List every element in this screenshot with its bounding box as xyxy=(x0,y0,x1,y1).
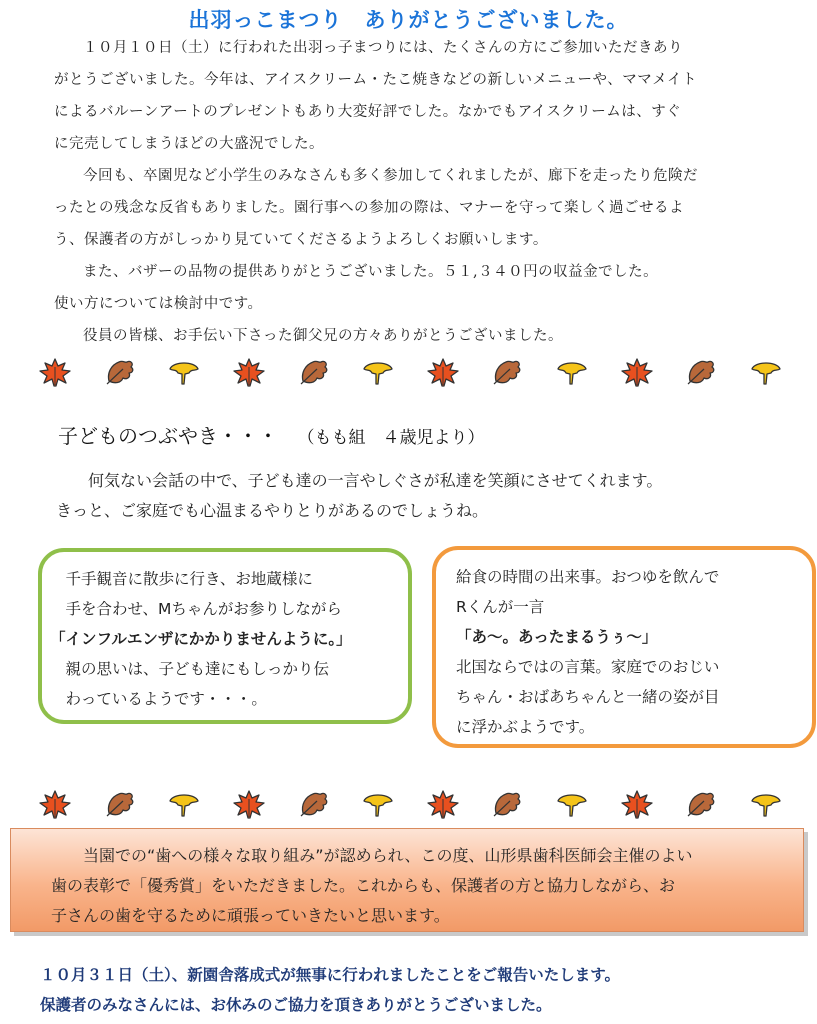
dental-award-box xyxy=(10,828,804,932)
oak-leaf-icon xyxy=(684,789,718,819)
maple-leaf-icon xyxy=(232,789,266,819)
maple-leaf-icon xyxy=(620,357,654,387)
maple-leaf-icon xyxy=(620,789,654,819)
ginkgo-leaf-icon xyxy=(167,789,201,819)
ginkgo-leaf-icon xyxy=(555,357,589,387)
page-title: 出羽っこまつり ありがとうございました。 xyxy=(188,8,629,32)
ginkgo-leaf-icon xyxy=(361,789,395,819)
text-line: 給食の時間の出来事。おつゆを飲んで xyxy=(456,568,720,586)
text-line: 何気ない会話の中で、子ども達の一言やしぐさが私達を笑顔にさせてくれます。 xyxy=(88,471,663,490)
text-line: わっているようです・・・。 xyxy=(65,690,267,708)
heading-sub: （もも組 ４歳児より） xyxy=(306,428,485,448)
quote-line: 「インフルエンザにかかりませんように。」 xyxy=(50,630,352,648)
text-line: また、バザーの品物の提供ありがとうございました。５１,３４０円の収益金でした。 xyxy=(83,264,659,280)
text-line: 役員の皆様、お手伝い下さった御父兄の方々ありがとうございました。 xyxy=(83,328,563,344)
oak-leaf-icon xyxy=(103,789,137,819)
text-line: Rくんが一言 xyxy=(456,598,545,616)
maple-leaf-icon xyxy=(232,357,266,387)
ginkgo-leaf-icon xyxy=(749,357,783,387)
quote-line: 「あ～。あったまるうぅ～」 xyxy=(456,628,658,646)
heading-main: 子どものつぶやき・・・ xyxy=(58,424,278,448)
ceremony-report xyxy=(40,960,800,1020)
ginkgo-leaf-icon xyxy=(361,357,395,387)
text-line: 北国ならではの言葉。家庭でのおじい xyxy=(456,658,720,676)
maple-leaf-icon xyxy=(426,357,460,387)
autumn-leaf-border-bottom xyxy=(38,786,783,822)
ginkgo-leaf-icon xyxy=(749,789,783,819)
text-line: がとうございました。今年は、アイスクリーム・たこ焼きなどの新しいメニューや、ママメイト xyxy=(54,72,697,88)
autumn-leaf-border-top xyxy=(38,354,783,390)
text-line: 千手観音に散歩に行き、お地蔵様に xyxy=(65,570,313,588)
oak-leaf-icon xyxy=(297,789,331,819)
text-line: ったとの残念な反省もありました。園行事への参加の際は、マナーを守って楽しく過ごせるよ xyxy=(54,200,684,216)
maple-leaf-icon xyxy=(38,357,72,387)
text-line: に浮かぶようです。 xyxy=(456,718,595,736)
text-line: 保護者のみなさんには、お休みのご協力を頂きありがとうございました。 xyxy=(40,996,552,1014)
maple-leaf-icon xyxy=(38,789,72,819)
text-line: 親の思いは、子ども達にもしっかり伝 xyxy=(65,660,330,678)
ginkgo-leaf-icon xyxy=(167,357,201,387)
section-heading xyxy=(58,420,485,449)
text-line: １０月１０日（土）に行われた出羽っ子まつりには、たくさんの方にご参加いただきあり xyxy=(83,40,683,56)
text-line: に完売してしまうほどの大盛況でした。 xyxy=(54,136,324,152)
text-line: １０月３１日（土）、新園舎落成式が無事に行われましたことをご報告いたします。 xyxy=(40,966,621,984)
text-line: 手を合わせ、Mちゃんがお参りしながら xyxy=(65,600,342,618)
oak-leaf-icon xyxy=(297,357,331,387)
oak-leaf-icon xyxy=(684,357,718,387)
text-line: ちゃん・おばあちゃんと一緒の姿が目 xyxy=(456,688,720,706)
text-line: 歯の表彰で「優秀賞」をいただきました。これからも、保護者の方と協力しながら、お xyxy=(51,876,676,895)
text-line: 使い方については検討中です。 xyxy=(54,296,263,312)
oak-leaf-icon xyxy=(490,789,524,819)
episode-bubble-right xyxy=(432,546,816,748)
episode-bubble-left xyxy=(38,548,412,724)
text-line: 今回も、卒園児など小学生のみなさんも多く参加してくれましたが、廊下を走ったり危険だ xyxy=(83,168,698,184)
maple-leaf-icon xyxy=(426,789,460,819)
festival-thanks-text xyxy=(54,32,784,352)
text-line: きっと、ご家庭でも心温まるやりとりがあるのでしょうね。 xyxy=(56,501,489,520)
oak-leaf-icon xyxy=(490,357,524,387)
text-line: によるバルーンアートのプレゼントもあり大変好評でした。なかでもアイスクリームは、すぐ xyxy=(54,104,682,120)
text-line: 当園での“歯への様々な取り組み”が認められ、この度、山形県歯科医師会主催のよい xyxy=(83,846,693,865)
tsubuyaki-intro xyxy=(56,466,786,526)
ginkgo-leaf-icon xyxy=(555,789,589,819)
text-line: う、保護者の方がしっかり見ていてくださるようよろしくお願いします。 xyxy=(54,232,548,248)
oak-leaf-icon xyxy=(103,357,137,387)
text-line: 子さんの歯を守るために頑張っていきたいと思います。 xyxy=(51,906,450,925)
